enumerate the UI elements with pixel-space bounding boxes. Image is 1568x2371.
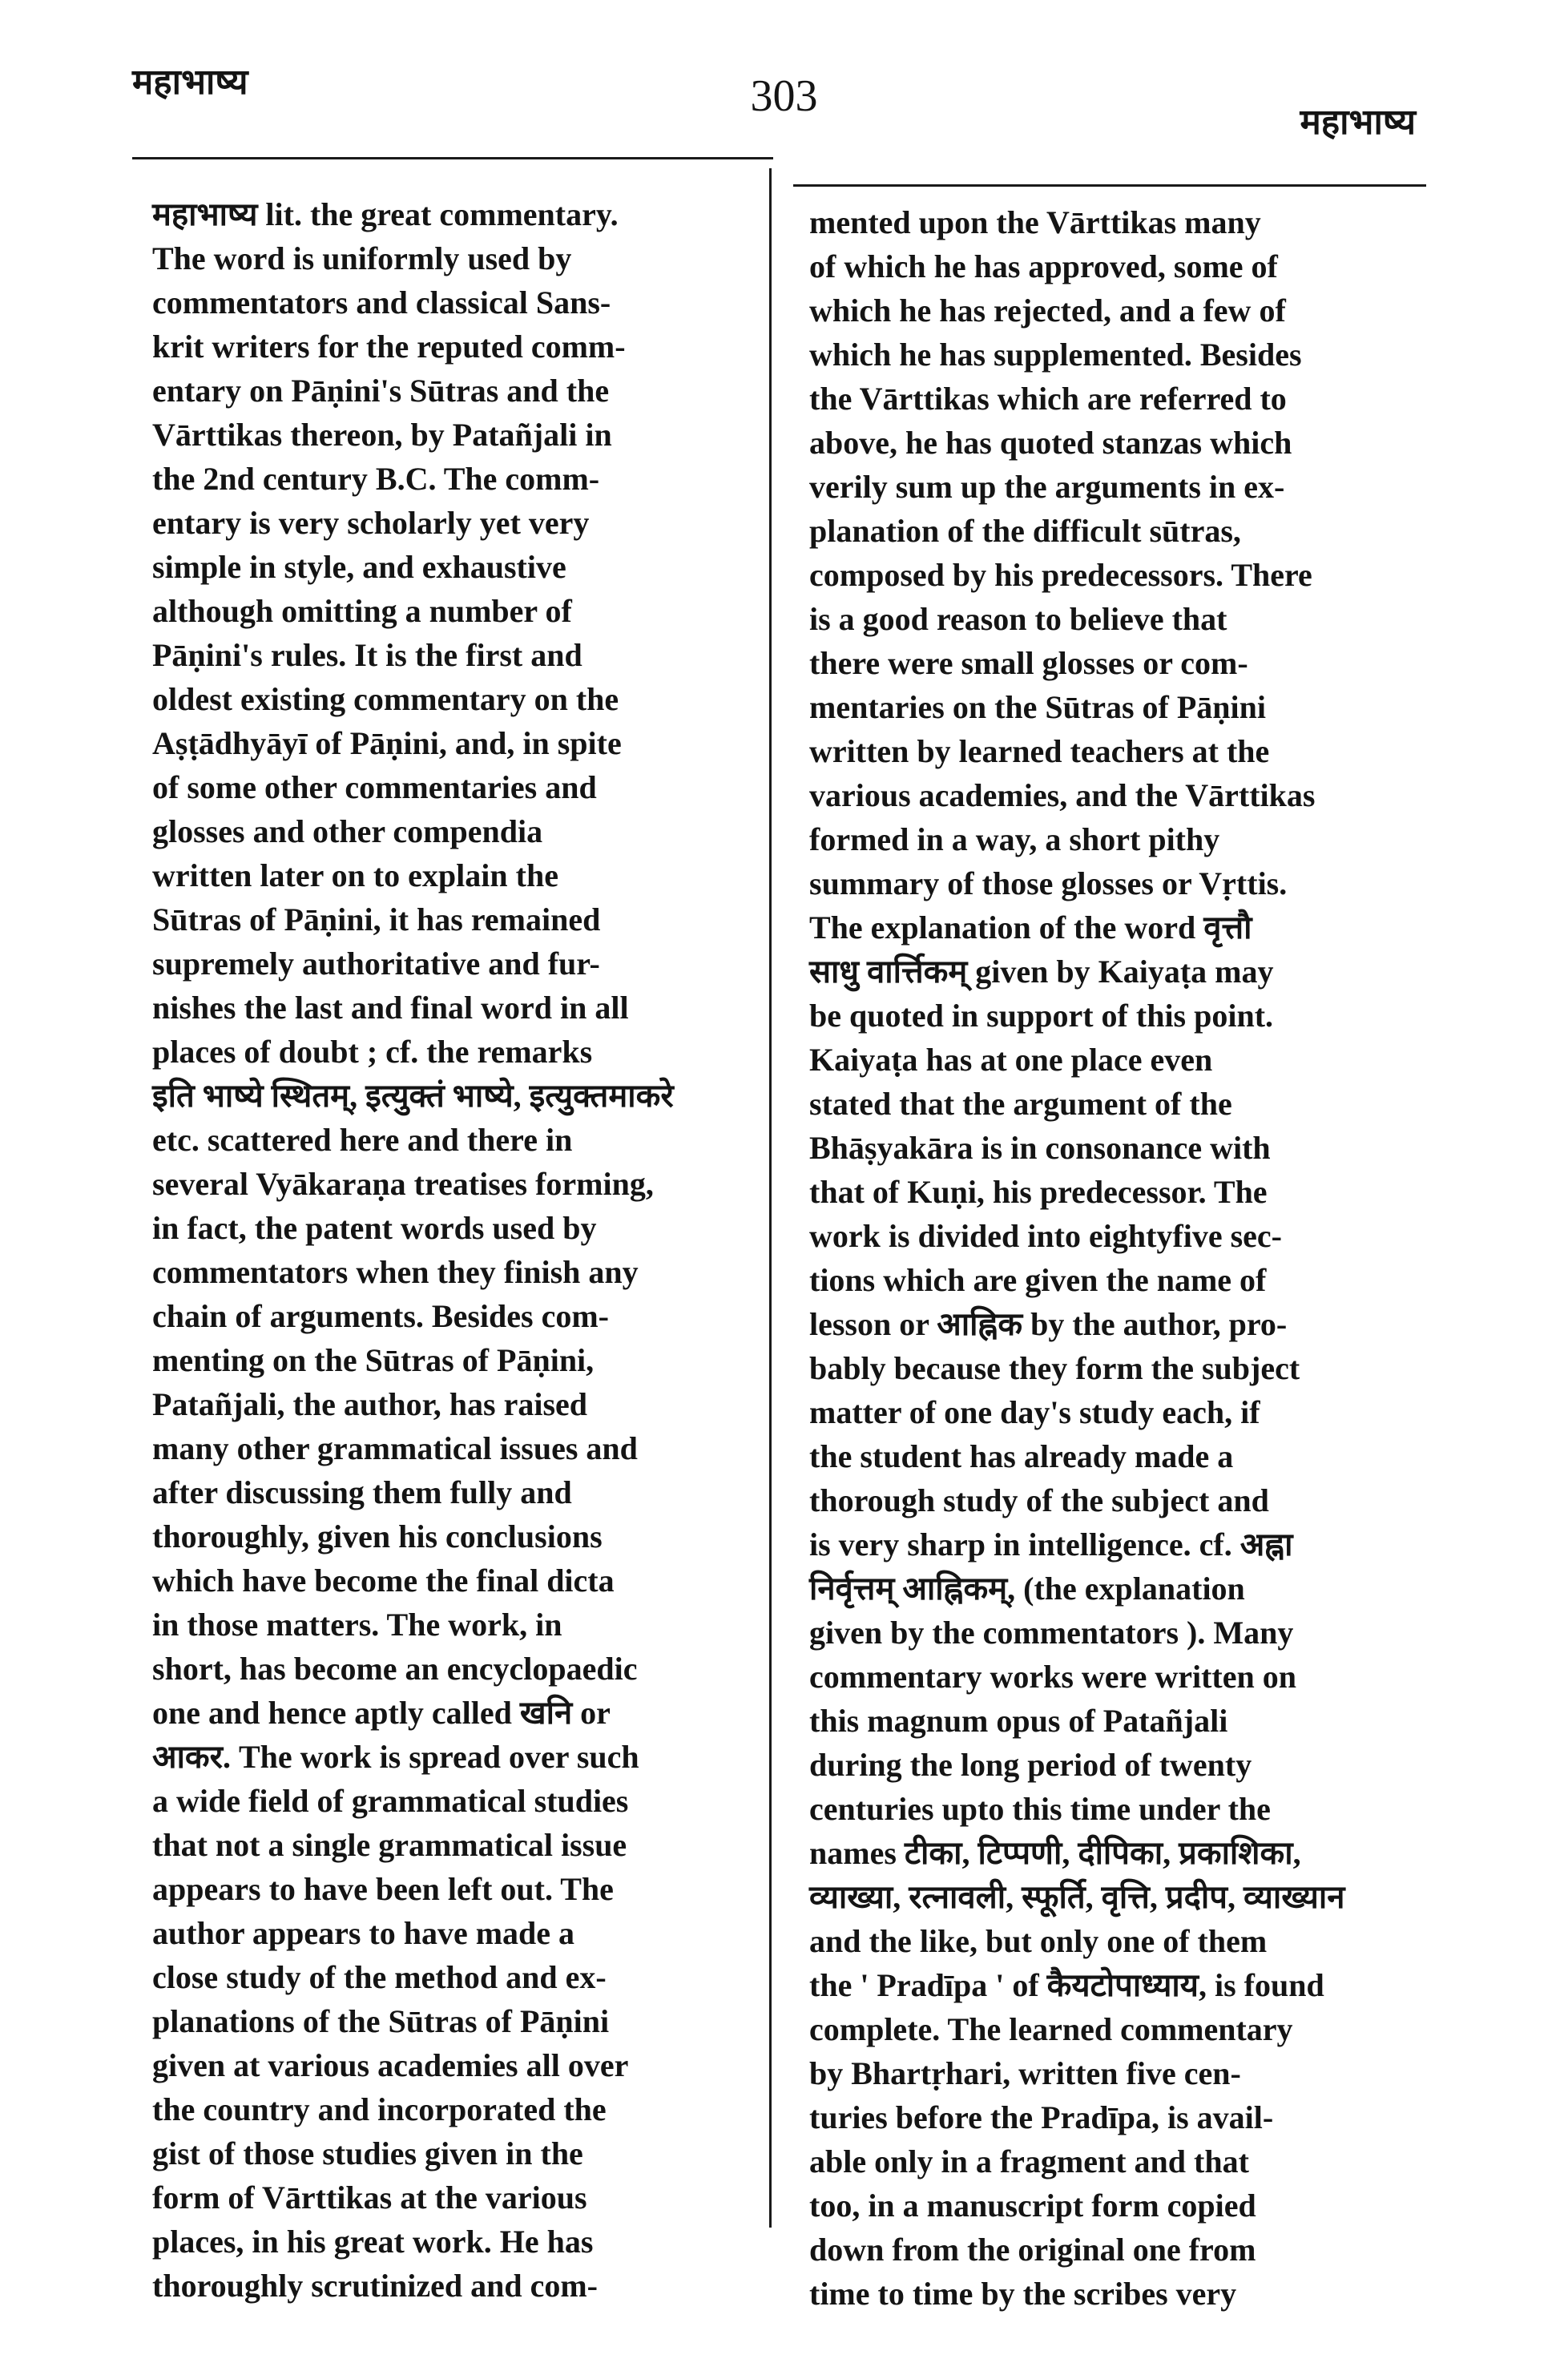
entry-line: a wide field of grammatical studies (152, 1783, 629, 1819)
entry-line: above, he has quoted stanzas which (809, 425, 1292, 461)
entry-line: short, has become an encyclopaedic (152, 1651, 638, 1687)
entry-line: Bhāṣyakāra is in consonance with (809, 1130, 1271, 1166)
entry-line: that of Kuṇi, his predecessor. The (809, 1174, 1268, 1210)
entry-line: chain of arguments. Besides com- (152, 1298, 609, 1334)
entry-line: verily sum up the arguments in ex- (809, 469, 1285, 505)
entry-line: krit writers for the reputed comm- (152, 329, 626, 365)
entry-line: close study of the method and ex- (152, 1959, 607, 1995)
entry-line: places, in his great work. He has (152, 2224, 594, 2260)
right-column (809, 200, 1402, 2316)
entry-line: work is divided into eightyfive sec- (809, 1218, 1282, 1254)
entry-line: the student has already made a (809, 1438, 1234, 1474)
entry-line: The explanation of the word वृत्तौ (809, 909, 1252, 946)
entry-line: etc. scattered here and there in (152, 1122, 573, 1158)
entry-first-line (152, 192, 737, 236)
entry-line: mentaries on the Sūtras of Pāṇini (809, 689, 1266, 725)
running-head-left: महाभाष्य (132, 63, 248, 102)
entry-line: one and hence aptly called खनि or (152, 1695, 611, 1731)
entry-line: Kaiyaṭa has at one place even (809, 1042, 1213, 1078)
entry-line: mented upon the Vārttikas many (809, 204, 1261, 240)
entry-line: lesson or आह्निक by the author, pro- (809, 1306, 1288, 1342)
entry-line: gist of those studies given in the (152, 2135, 583, 2171)
entry-line: इति भाष्ये स्थितम्, इत्युक्तं भाष्ये, इत्युक्तमाकरे (152, 1078, 674, 1114)
entry-line: matter of one day's study each, if (809, 1394, 1260, 1430)
entry-line: and the like, but only one of them (809, 1923, 1268, 1959)
entry-line: by Bhartṛhari, written five cen- (809, 2055, 1241, 2091)
entry-line: निर्वृत्तम् आह्निकम्, (the explanation (809, 1571, 1245, 1607)
entry-line: able only in a fragment and that (809, 2143, 1249, 2179)
entry-line: time to time by the scribes very (809, 2276, 1237, 2312)
entry-line: is a good reason to believe that (809, 601, 1227, 637)
entry-line: the country and incorporated the (152, 2091, 607, 2127)
entry-line: nishes the last and final word in all (152, 990, 629, 1026)
running-head-right: महाभाष्य (1300, 103, 1416, 142)
entry-line: Vārttikas thereon, by Patañjali in (152, 417, 612, 453)
header-rule-right (793, 184, 1426, 187)
entry-line: that not a single grammatical issue (152, 1827, 627, 1863)
entry-line: Sūtras of Pāṇini, it has remained (152, 901, 601, 938)
entry-line: stated that the argument of the (809, 1086, 1232, 1122)
entry-line: thoroughly scrutinized and com- (152, 2268, 598, 2304)
entry-line: menting on the Sūtras of Pāṇini, (152, 1342, 595, 1378)
entry-line: down from the original one from (809, 2232, 1256, 2268)
entry-line: the Vārttikas which are referred to (809, 381, 1287, 417)
entry-line: many other grammatical issues and (152, 1430, 638, 1466)
entry-line: centuries upto this time under the (809, 1791, 1271, 1827)
entry-line: given at various academies all over (152, 2047, 629, 2083)
entry-line: various academies, and the Vārttikas (809, 777, 1316, 813)
entry-line: form of Vārttikas at the various (152, 2179, 587, 2216)
entry-line: author appears to have made a (152, 1915, 575, 1951)
entry-line: glosses and other compendia (152, 813, 543, 849)
entry-line: appears to have been left out. The (152, 1871, 614, 1907)
entry-line: several Vyākaraṇa treatises forming, (152, 1166, 654, 1202)
entry-line: complete. The learned commentary (809, 2011, 1293, 2047)
entry-line: which he has supplemented. Besides (809, 337, 1302, 373)
entry-line: this magnum opus of Patañjali (809, 1703, 1228, 1739)
entry-line: given by the commentators ). Many (809, 1615, 1294, 1651)
entry-line: आकर. The work is spread over such (152, 1739, 639, 1775)
entry-line: in fact, the patent words used by (152, 1210, 597, 1246)
entry-line: be quoted in support of this point. (809, 998, 1274, 1034)
entry-line: Aṣṭādhyāyī of Pāṇini, and, in spite (152, 725, 622, 761)
entry-line: planations of the Sūtras of Pāṇini (152, 2003, 610, 2039)
entry-line: commentary works were written on (809, 1659, 1296, 1695)
entry-line: of which he has approved, some of (809, 248, 1278, 284)
entry-line: written later on to explain the (152, 857, 558, 893)
right-column-lines (809, 200, 1402, 2316)
entry-line: after discussing them fully and (152, 1474, 572, 1510)
entry-line: although omitting a number of (152, 593, 572, 629)
entry-line: tions which are given the name of (809, 1262, 1267, 1298)
entry-line: summary of those glosses or Vṛttis. (809, 865, 1288, 901)
entry-line: The word is uniformly used by (152, 240, 572, 276)
column-divider (769, 168, 772, 2228)
entry-line: places of doubt ; cf. the remarks (152, 1034, 593, 1070)
entry-line: simple in style, and exhaustive (152, 549, 566, 585)
entry-line: thorough study of the subject and (809, 1482, 1269, 1518)
entry-line: commentators when they finish any (152, 1254, 639, 1290)
entry-line: during the long period of twenty (809, 1747, 1252, 1783)
entry-line: turies before the Pradīpa, is avail- (809, 2099, 1274, 2135)
page-number: 303 (750, 71, 818, 121)
entry-line: commentators and classical Sans- (152, 284, 611, 321)
entry-line: Patañjali, the author, has raised (152, 1386, 588, 1422)
entry-line: too, in a manuscript form copied (809, 2188, 1256, 2224)
entry-line: entary on Pāṇini's Sūtras and the (152, 373, 610, 409)
entry-line: planation of the difficult sūtras, (809, 513, 1241, 549)
entry-line: oldest existing commentary on the (152, 681, 619, 717)
entry-line: साधु वार्त्तिकम् given by Kaiyaṭa may (809, 954, 1274, 990)
entry-line: supremely authoritative and fur- (152, 946, 600, 982)
entry-line: व्याख्या, रत्नावली, स्फूर्ति, वृत्ति, प्रदीप, व्याख्यान (809, 1879, 1345, 1915)
entry-line: there were small glosses or com- (809, 645, 1248, 681)
entry-headword: महाभाष्य (152, 196, 258, 232)
entry-line: names टीका, टिप्पणी, दीपिका, प्रकाशिका, (809, 1835, 1301, 1871)
header-rule-left (132, 157, 773, 159)
entry-line: composed by his predecessors. There (809, 557, 1312, 593)
entry-line: which have become the final dicta (152, 1563, 615, 1599)
entry-line: the 2nd century B.C. The comm- (152, 461, 600, 497)
entry-line: the ' Pradīpa ' of कैयटोपाध्याय, is found (809, 1967, 1324, 2003)
entry-line: of some other commentaries and (152, 769, 597, 805)
entry-line: which he has rejected, and a few of (809, 292, 1286, 329)
entry-line: in those matters. The work, in (152, 1607, 562, 1643)
entry-line: entary is very scholarly yet very (152, 505, 590, 541)
entry-line: bably because they form the subject (809, 1350, 1300, 1386)
entry-line: thoroughly, given his conclusions (152, 1518, 603, 1554)
left-column (152, 192, 737, 2308)
entry-line: formed in a way, a short pithy (809, 821, 1220, 857)
entry-line: is very sharp in intelligence. cf. अह्ना (809, 1526, 1293, 1563)
entry-line: Pāṇini's rules. It is the first and (152, 637, 582, 673)
entry-line: written by learned teachers at the (809, 733, 1270, 769)
left-column-lines (152, 236, 737, 2308)
entry-line: lit. the great commentary. (265, 196, 619, 232)
